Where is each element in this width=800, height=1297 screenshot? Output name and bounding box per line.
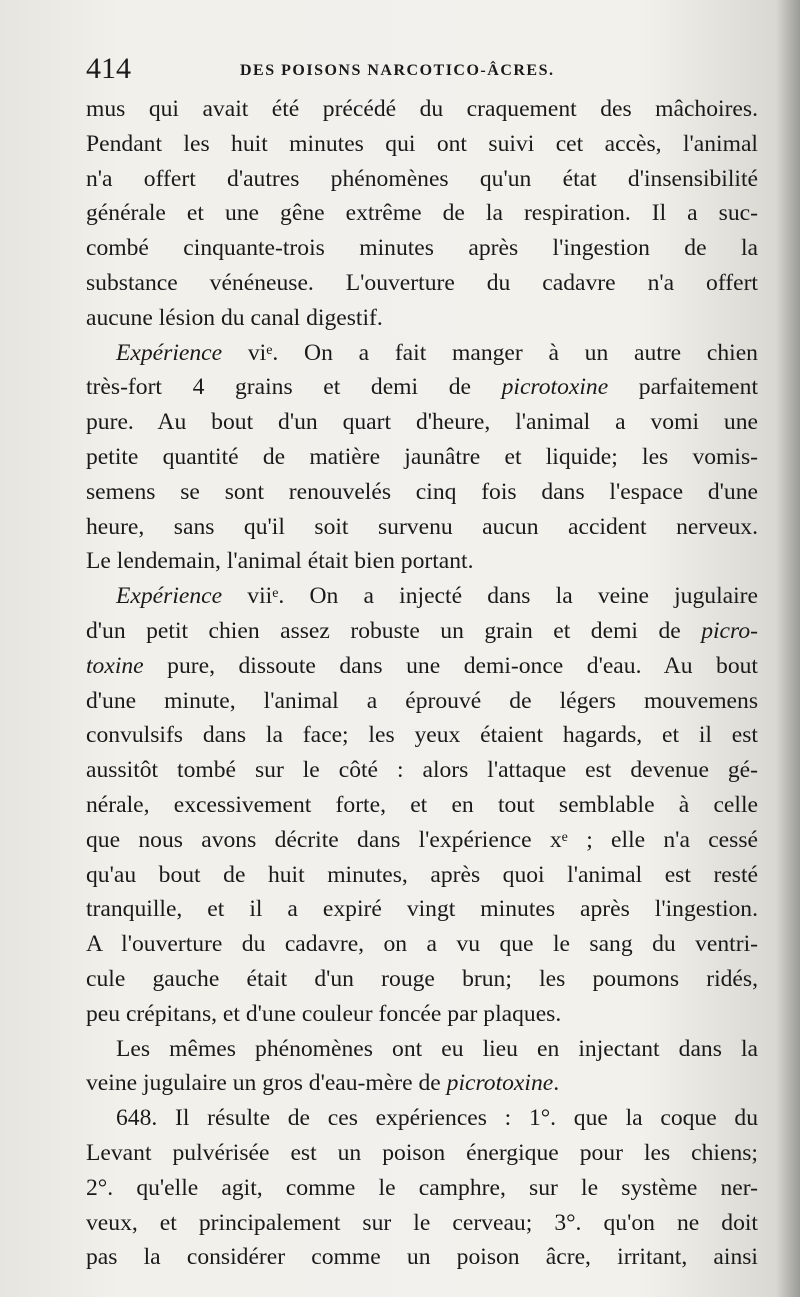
text-line: cule gauche était d'un rouge brun; les poumons ridés,: [86, 965, 758, 992]
text-line: aussitôt tombé sur le côté : alors l'attaque est devenue gé-: [86, 757, 758, 784]
text-line: Les mêmes phénomènes ont eu lieu en injectant dans la: [116, 1035, 758, 1062]
body-text: [86, 92, 758, 1275]
text-line: tranquille, et il a expiré vingt minutes après l'ingestion.: [86, 896, 758, 923]
text-line: qu'au bout de huit minutes, après quoi l'animal est resté: [86, 861, 758, 888]
page-header: [86, 52, 776, 92]
text-line: très-fort 4 grains et demi de picrotoxine parfaitement: [86, 374, 758, 401]
text-line: générale et une gêne extrême de la respiration. Il a suc-: [86, 200, 758, 227]
text-line: veux, et principalement sur le cerveau; 3°. qu'on ne doit: [86, 1209, 758, 1236]
text-line: aucune lésion du canal digestif.: [86, 304, 383, 331]
text-line: n'a offert d'autres phénomènes qu'un état d'insensibilité: [86, 165, 758, 192]
text-line: combé cinquante-trois minutes après l'ingestion de la: [86, 235, 758, 262]
text-line: que nous avons décrite dans l'expérience $x^e$ ; elle n'a cessé: [86, 826, 758, 853]
text-line: petite quantité de matière jaunâtre et liquide; les vomis-: [86, 443, 758, 470]
text-line: veine jugulaire un gros d'eau-mère de picrotoxine.: [86, 1070, 560, 1097]
text-line: 2°. qu'elle agit, comme le camphre, sur le système ner-: [86, 1174, 758, 1201]
text-line: convulsifs dans la face; les yeux étaient hagards, et il est: [86, 722, 758, 749]
text-line: heure, sans qu'il soit survenu aucun accident nerveux.: [86, 513, 758, 540]
text-line: peu crépitans, et d'une couleur foncée par plaques.: [86, 1000, 562, 1027]
text-line: Pendant les huit minutes qui ont suivi cet accès, l'animal: [86, 130, 758, 157]
text-line: substance vénéneuse. L'ouverture du cadavre n'a offert: [86, 269, 758, 296]
text-line: 648. Il résulte de ces expériences : 1°. que la coque du: [116, 1105, 758, 1132]
text-line: d'un petit chien assez robuste un grain et demi de picro-: [86, 617, 758, 644]
text-line: mus qui avait été précédé du craquement des mâchoires.: [86, 96, 758, 122]
text-line: nérale, excessivement forte, et en tout semblable à celle: [86, 791, 758, 818]
text-line: Expérience $vi^e$. On a fait manger à un autre chien: [116, 339, 758, 366]
text-line: toxine pure, dissoute dans une demi-once d'eau. Au bout: [86, 652, 758, 679]
text-line: Expérience vii$^e$. On a injecté dans la veine jugulaire: [116, 583, 758, 610]
text-line: semens se sont renouvelés cinq fois dans l'espace d'une: [86, 478, 758, 505]
page-number: 414: [86, 52, 131, 85]
text-line: pas la considérer comme un poison âcre, irritant, ainsi: [86, 1244, 758, 1271]
text-line: pure. Au bout d'un quart d'heure, l'animal a vomi une: [86, 409, 758, 436]
text-line: Le lendemain, l'animal était bien portant.: [86, 548, 474, 575]
text-line: A l'ouverture du cadavre, on a vu que le sang du ventri-: [86, 931, 758, 958]
running-head: DES POISONS NARCOTICO-ÂCRES.: [240, 62, 555, 79]
text-line: Levant pulvérisée est un poison énergique pour les chiens;: [86, 1139, 758, 1166]
text-line: d'une minute, l'animal a éprouvé de légers mouvemens: [86, 687, 758, 714]
